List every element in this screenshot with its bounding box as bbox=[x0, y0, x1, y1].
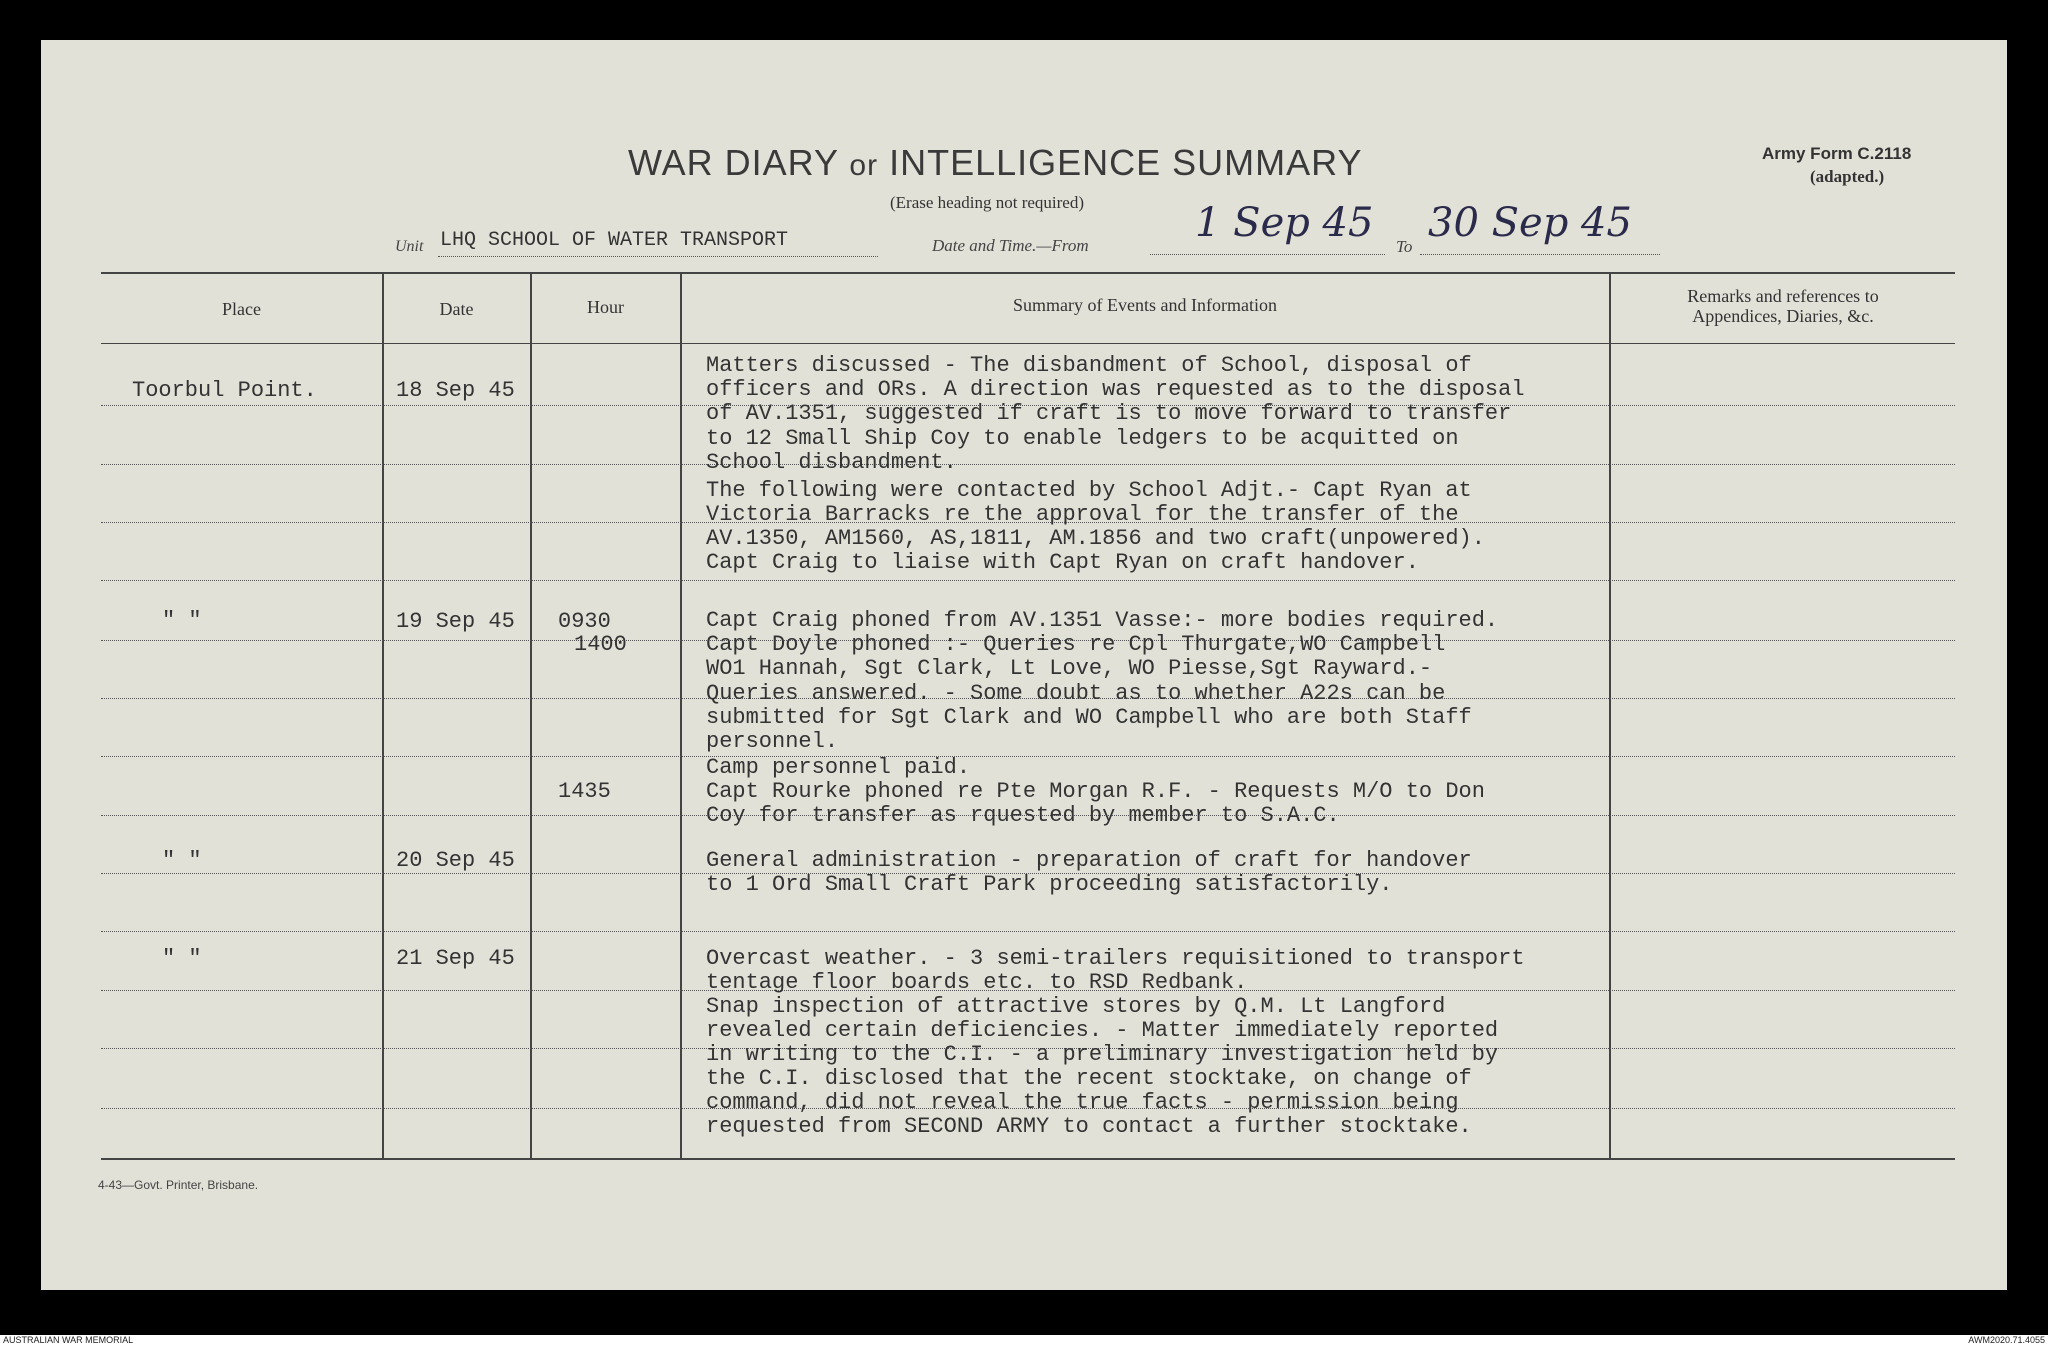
place-cell: " " bbox=[162, 608, 202, 633]
erase-note: (Erase heading not required) bbox=[890, 193, 1084, 212]
from-underline bbox=[1150, 254, 1385, 255]
title-left: WAR DIARY bbox=[628, 142, 839, 183]
to-date-handwritten: 30 Sep 45 bbox=[1428, 200, 1632, 246]
row-rule bbox=[101, 931, 1955, 932]
title-right: INTELLIGENCE SUMMARY bbox=[889, 142, 1363, 183]
summary-line: General administration - preparation of craft for handover bbox=[706, 848, 1472, 873]
summary-line: submitted for Sgt Clark and WO Campbell who are both Staff bbox=[706, 705, 1472, 730]
archive-footer bbox=[0, 1335, 2048, 1347]
summary-line: WO1 Hannah, Sgt Clark, Lt Love, WO Piesse,Sgt Rayward.- bbox=[706, 656, 1433, 681]
row-rule bbox=[101, 756, 1955, 757]
summary-line: Capt Rourke phoned re Pte Morgan R.F. - Requests M/O to Don bbox=[706, 779, 1485, 804]
col-header-date: Date bbox=[439, 299, 474, 319]
summary-line: Camp personnel paid. bbox=[706, 755, 971, 780]
title-or: or bbox=[849, 149, 879, 182]
place-cell: " " bbox=[162, 946, 202, 971]
col-header-remarks-line1: Remarks and references to bbox=[1687, 286, 1879, 306]
summary-line: Capt Craig to liaise with Capt Ryan on craft handover. bbox=[706, 550, 1419, 575]
from-date-handwritten: 1 Sep 45 bbox=[1195, 200, 1374, 246]
hour-cell: 1400 bbox=[574, 632, 627, 657]
unit-value: LHQ SCHOOL OF WATER TRANSPORT bbox=[440, 229, 789, 252]
army-form-label: Army Form C.2118 bbox=[1762, 144, 1912, 163]
summary-line: the C.I. disclosed that the recent stocktake, on change of bbox=[706, 1066, 1472, 1091]
printer-note: 4-43—Govt. Printer, Brisbane. bbox=[98, 1178, 259, 1192]
summary-line: personnel. bbox=[706, 729, 839, 754]
place-cell: Toorbul Point. bbox=[132, 378, 317, 403]
col-header-remarks-line2: Appendices, Diaries, &c. bbox=[1692, 306, 1874, 326]
page-title bbox=[628, 142, 1363, 184]
summary-line: School disbandment. bbox=[706, 450, 957, 475]
summary-line: in writing to the C.I. - a preliminary investigation held by bbox=[706, 1042, 1499, 1067]
summary-line: command, did not reveal the true facts - permission being bbox=[706, 1090, 1459, 1115]
date-cell: 21 Sep 45 bbox=[396, 946, 515, 971]
place-cell: " " bbox=[162, 848, 202, 873]
table-bottom-rule bbox=[101, 1158, 1955, 1160]
summary-line: to 12 Small Ship Coy to enable ledgers to be acquitted on bbox=[706, 426, 1459, 451]
summary-line: AV.1350, AM1560, AS,1811, AM.1856 and two craft(unpowered). bbox=[706, 526, 1485, 551]
date-cell: 19 Sep 45 bbox=[396, 609, 515, 634]
to-underline bbox=[1420, 254, 1660, 255]
unit-label: Unit bbox=[395, 238, 424, 255]
summary-line: officers and ORs. A direction was requested as to the disposal bbox=[706, 377, 1525, 402]
hour-cell: 1435 bbox=[558, 779, 611, 804]
to-label: To bbox=[1396, 237, 1413, 256]
row-rule bbox=[101, 464, 1955, 465]
col-header-place: Place bbox=[222, 299, 261, 319]
summary-line: The following were contacted by School Adjt.- Capt Ryan at bbox=[706, 478, 1472, 503]
col-header-hour: Hour bbox=[587, 297, 624, 317]
hour-cell: 0930 bbox=[558, 609, 611, 634]
summary-line: tentage floor boards etc. to RSD Redbank. bbox=[706, 970, 1248, 995]
date-cell: 18 Sep 45 bbox=[396, 378, 515, 403]
summary-line: Snap inspection of attractive stores by Q.M. Lt Langford bbox=[706, 994, 1446, 1019]
header-rule bbox=[101, 343, 1955, 344]
summary-line: Matters discussed - The disbandment of School, disposal of bbox=[706, 353, 1472, 378]
summary-line: Capt Doyle phoned :- Queries re Cpl Thurgate,WO Campbell bbox=[706, 632, 1446, 657]
footer-left: AUSTRALIAN WAR MEMORIAL bbox=[3, 1335, 134, 1345]
summary-line: Capt Craig phoned from AV.1351 Vasse:- more bodies required. bbox=[706, 608, 1499, 633]
date-cell: 20 Sep 45 bbox=[396, 848, 515, 873]
row-rule bbox=[101, 580, 1955, 581]
summary-line: Overcast weather. - 3 semi-trailers requisitioned to transport bbox=[706, 946, 1525, 971]
summary-line: Victoria Barracks re the approval for the transfer of the bbox=[706, 502, 1459, 527]
footer-right: AWM2020.71.4055 bbox=[1968, 1335, 2045, 1345]
summary-line: requested from SECOND ARMY to contact a further stocktake. bbox=[706, 1114, 1472, 1139]
summary-line: of AV.1351, suggested if craft is to move forward to transfer bbox=[706, 401, 1512, 426]
unit-underline bbox=[438, 256, 878, 257]
summary-line: to 1 Ord Small Craft Park proceeding satisfactorily. bbox=[706, 872, 1393, 897]
summary-line: revealed certain deficiencies. - Matter immediately reported bbox=[706, 1018, 1499, 1043]
table-top-rule bbox=[101, 272, 1955, 274]
adapted-label: (adapted.) bbox=[1810, 167, 1885, 186]
summary-line: Queries answered. - Some doubt as to whether A22s can be bbox=[706, 681, 1446, 706]
summary-line: Coy for transfer as rquested by member to S.A.C. bbox=[706, 803, 1340, 828]
col-header-summary: Summary of Events and Information bbox=[1013, 295, 1277, 315]
date-time-label: Date and Time.—From bbox=[932, 236, 1089, 255]
